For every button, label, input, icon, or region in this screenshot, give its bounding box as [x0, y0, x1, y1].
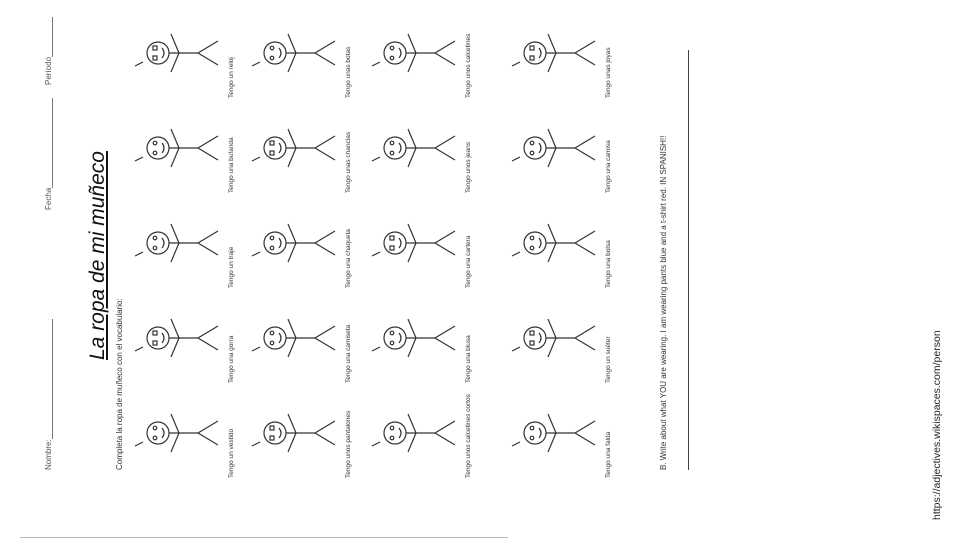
stick-figure	[510, 198, 600, 288]
stick-figure	[370, 103, 460, 193]
stick-figure	[133, 293, 223, 383]
figure-caption: Tengo unos calcetines cortos	[465, 394, 472, 478]
stick-figure	[370, 198, 460, 288]
stick-figure	[370, 388, 460, 478]
figure-caption: Tengo una chaqueta	[345, 229, 352, 288]
stick-figure	[250, 388, 340, 478]
figure-caption: Tengo unos jeans	[465, 142, 472, 193]
figure-caption: Tengo un vestido	[228, 428, 235, 478]
date-label: Fecha	[44, 187, 53, 210]
instructions-b: B. Write about what YOU are wearing. I am wearing pants blue and a t-shirt red. IN SPANISH!!	[659, 135, 668, 470]
stick-figure	[250, 103, 340, 193]
stick-figure	[250, 293, 340, 383]
stick-figure	[133, 388, 223, 478]
figure-caption: Tengo un suéter	[605, 336, 612, 383]
figure-caption: Tengo una bufanda	[228, 137, 235, 193]
figure-caption: Tengo una camisa	[605, 140, 612, 193]
figure-caption: Tengo unas joyas	[605, 47, 612, 98]
figure-caption: Tengo un reloj	[228, 57, 235, 98]
period-field	[44, 17, 53, 85]
stick-figure	[370, 8, 460, 98]
figure-caption: Tengo unas botas	[345, 46, 352, 98]
instructions-a: Completa la ropa de muñeco con el vocabulario:	[115, 298, 124, 470]
bottom-rule	[20, 537, 508, 538]
figure-caption: Tengo unas chanclas	[345, 131, 352, 193]
figure-caption: Tengo una falda	[605, 431, 612, 478]
name-label: Nombre:	[44, 439, 53, 470]
date-field	[44, 98, 53, 210]
stick-figure	[510, 103, 600, 193]
figure-caption: Tengo unos calcetines	[465, 33, 472, 98]
figure-caption: Tengo unos pantalones	[345, 410, 352, 478]
answer-line	[688, 50, 689, 470]
stick-figure	[510, 8, 600, 98]
source-url: https://adjectives.wikispaces.com/person	[931, 330, 943, 520]
name-field	[44, 319, 53, 470]
figure-caption: Tengo una blusa	[465, 335, 472, 383]
period-label: Período	[44, 56, 53, 85]
worksheet-title: La ropa de mi muñeco	[86, 151, 109, 360]
figure-caption: Tengo una bolsa	[605, 240, 612, 288]
stick-figure	[250, 198, 340, 288]
stick-figure	[133, 103, 223, 193]
stick-figure	[133, 198, 223, 288]
worksheet	[40, 10, 680, 480]
stick-figure	[510, 293, 600, 383]
stick-figure	[250, 8, 340, 98]
stick-figure	[133, 8, 223, 98]
stick-figure	[510, 388, 600, 478]
figure-caption: Tengo una camiseta	[345, 324, 352, 383]
figure-caption: Tengo un traje	[228, 246, 235, 288]
figure-caption: Tengo una gorra	[228, 335, 235, 383]
stick-figure	[370, 293, 460, 383]
figure-caption: Tengo una cartera	[465, 235, 472, 288]
